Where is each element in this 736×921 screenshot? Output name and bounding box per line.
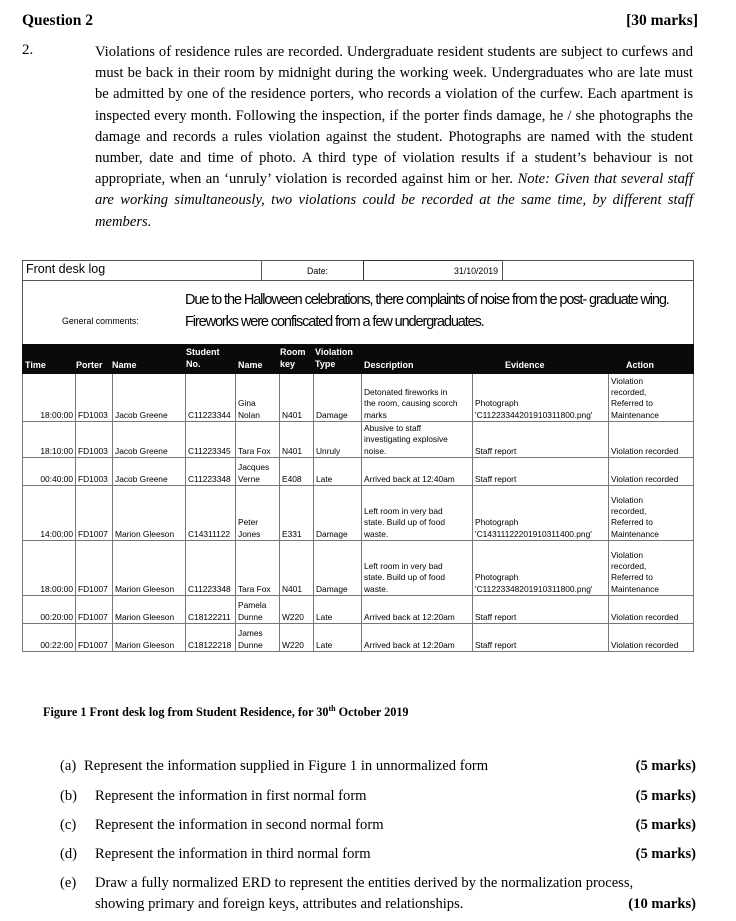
- cell-description: [361, 541, 472, 596]
- cell-porter-name-text: Jacob Greene: [115, 445, 168, 456]
- cell-line: Maintenance: [611, 528, 659, 539]
- cell-porter-name-text: Jacob Greene: [115, 473, 168, 484]
- cell-line: Violation: [611, 375, 643, 386]
- cell-line: Arrived back at 12:40am: [364, 473, 455, 484]
- cell-time: [22, 541, 75, 596]
- cell-time: [22, 486, 75, 541]
- cell-action: [608, 541, 694, 596]
- comments-text: [185, 289, 705, 333]
- cell-time: [22, 458, 75, 486]
- cell-evidence: [472, 596, 608, 624]
- cell-evidence-text: [475, 398, 592, 421]
- cell-porter-text: FD1003: [78, 473, 108, 484]
- subquestion-label: (e): [60, 875, 77, 891]
- cell-time-text: 18:00:00: [40, 583, 73, 594]
- cell-line: the room, causing scorch: [364, 398, 458, 409]
- cell-porter-name-text: Jacob Greene: [115, 409, 168, 420]
- cell-line: waste.: [364, 528, 389, 539]
- cell-line: marks: [364, 409, 387, 420]
- cell-student-no-text: C18122218: [188, 639, 232, 650]
- cell-violation-type-text: Damage: [316, 409, 348, 420]
- cell-room: [279, 374, 313, 422]
- cell-student-no: [185, 486, 235, 541]
- cell-student-no: [185, 422, 235, 458]
- cell-evidence-text: [475, 474, 516, 485]
- cell-evidence: [472, 486, 608, 541]
- cell-line: Jones: [238, 528, 261, 539]
- cell-student-no: [185, 541, 235, 596]
- cell-student-name-text: [238, 446, 271, 457]
- cell-evidence-text: [475, 517, 592, 540]
- cell-student-name: [235, 624, 279, 652]
- cell-line: Photograph: [475, 398, 519, 409]
- log-header-bar: [22, 344, 694, 374]
- comments-label: General comments:: [62, 316, 139, 326]
- cell-room-text: N401: [282, 445, 303, 456]
- log-title-cell: [22, 260, 262, 281]
- cell-time-text: 00:22:00: [40, 639, 73, 650]
- cell-description: [361, 624, 472, 652]
- header-porter: Porter: [76, 360, 103, 370]
- cell-action: [608, 596, 694, 624]
- cell-porter-text: FD1007: [78, 639, 108, 650]
- cell-line: Photograph: [475, 572, 519, 583]
- cell-student-name-text: [238, 462, 269, 485]
- subquestion-marks: (5 marks): [635, 817, 696, 833]
- cell-line: Violation recorded: [611, 445, 679, 456]
- caption-text: Figure 1 Front desk log from Student Residence, for 30: [43, 705, 329, 720]
- cell-description: [361, 486, 472, 541]
- cell-action-text: [611, 474, 678, 485]
- question-number: 2.: [22, 42, 34, 58]
- cell-violation-type: [313, 596, 361, 624]
- cell-description: [361, 374, 472, 422]
- cell-line: recorded,: [611, 561, 647, 572]
- cell-action-text: [611, 640, 678, 651]
- subquestion-marks: (5 marks): [635, 758, 696, 774]
- cell-line: Maintenance: [611, 583, 659, 594]
- cell-description-text: [364, 561, 445, 595]
- cell-time-text: 18:00:00: [40, 409, 73, 420]
- header-room-2: key: [280, 359, 296, 369]
- cell-line: Left room in very bad: [364, 561, 443, 572]
- figure-caption: [43, 704, 409, 720]
- cell-student-no: [185, 624, 235, 652]
- header-action: Action: [626, 360, 654, 370]
- cell-line: Violation: [611, 549, 643, 560]
- cell-violation-type-text: Unruly: [316, 445, 341, 456]
- cell-evidence-text: [475, 446, 516, 457]
- cell-description: [361, 596, 472, 624]
- header-evidence: Evidence: [505, 360, 545, 370]
- subquestion-marks: (5 marks): [635, 788, 696, 804]
- note-text: Given that several staff are working simultaneously, two violations could be recorded at the same time, by different staff members.: [95, 171, 693, 230]
- paragraph-line: Undergraduates who are late must be admitted by one of the residence porters, who records a: [95, 65, 693, 103]
- subquestion-text: Represent the information in second normal form: [95, 817, 384, 833]
- cell-violation-type-text: Late: [316, 611, 333, 622]
- cell-evidence: [472, 458, 608, 486]
- cell-student-no: [185, 374, 235, 422]
- header-violation-1: Violation: [315, 347, 353, 357]
- cell-violation-type-text: Damage: [316, 528, 348, 539]
- cell-room-text: W220: [282, 639, 304, 650]
- subquestion-label: (d): [60, 846, 78, 862]
- cell-time-text: 00:40:00: [40, 473, 73, 484]
- paragraph-line: Violations of residence rules are recorded. Undergraduate resident students are subject to: [95, 44, 622, 60]
- cell-line: investigating explosive: [364, 434, 448, 445]
- subquestion-text-line2: showing primary and foreign keys, attributes and relationships.: [95, 896, 464, 912]
- cell-line: Detonated fireworks in: [364, 387, 448, 398]
- subquestion-label: (a): [60, 758, 77, 774]
- cell-action-text: [611, 550, 659, 595]
- cell-line: Staff report: [475, 611, 517, 622]
- cell-porter-name-text: Marion Gleeson: [115, 528, 175, 539]
- table-row: [22, 374, 694, 422]
- caption-suffix: October 2019: [335, 705, 409, 720]
- cell-violation-type: [313, 374, 361, 422]
- cell-action-text: [611, 446, 678, 457]
- cell-student-name-text: [238, 584, 271, 595]
- cell-line: Verne: [238, 473, 260, 484]
- table-left-border: [22, 374, 23, 652]
- cell-line: Peter: [238, 517, 259, 528]
- cell-porter-text: FD1003: [78, 409, 108, 420]
- subquestion-text: Draw a fully normalized ERD to represent the entities derived by the normalization process,: [95, 875, 634, 891]
- cell-student-no-text: C11223348: [188, 473, 231, 484]
- cell-evidence-text: [475, 612, 516, 623]
- cell-violation-type: [313, 458, 361, 486]
- cell-time: [22, 596, 75, 624]
- cell-action: [608, 458, 694, 486]
- cell-violation-type-text: Late: [316, 639, 333, 650]
- cell-description-text: [364, 640, 455, 651]
- cell-description-text: [364, 612, 455, 623]
- paragraph-line: A third type of violation results if a student’s behaviour is not appropriate, when an ‘unruly’: [95, 150, 694, 188]
- subquestion-label: (c): [60, 817, 77, 833]
- cell-porter-name: [112, 374, 185, 422]
- cell-student-name-text: [238, 398, 260, 421]
- cell-room-text: N401: [282, 583, 303, 594]
- date-value-cell: [363, 260, 503, 281]
- log-title-spacer: [502, 260, 694, 281]
- cell-line: 'C14311122201910311400.png': [475, 528, 592, 539]
- cell-porter: [75, 486, 112, 541]
- header-student-name: Name: [238, 360, 263, 370]
- cell-student-no-text: C11223344: [188, 409, 231, 420]
- cell-porter-name-text: Marion Gleeson: [115, 583, 175, 594]
- table-row: [22, 422, 694, 458]
- cell-line: 'C11223344201910311800.png': [475, 409, 593, 420]
- table-row: [22, 458, 694, 486]
- header-porter-name: Name: [112, 360, 137, 370]
- table-row: [22, 486, 694, 541]
- cell-student-name: [235, 374, 279, 422]
- cell-line: Referred to: [611, 398, 653, 409]
- paragraph-line: if the porter finds damage, he / she photographs the damage and records a rules violation: [95, 107, 694, 145]
- cell-violation-type: [313, 624, 361, 652]
- log-title: Front desk log: [26, 262, 106, 276]
- paragraph-line: violation is recorded against him or her.: [275, 171, 518, 188]
- cell-violation-type-text: Late: [316, 473, 333, 484]
- question-paragraph: [95, 42, 693, 233]
- cell-line: Staff report: [475, 473, 517, 484]
- cell-line: Photograph: [475, 517, 519, 528]
- paragraph-line: violation of the curfew. Each apartment is inspected every month. Following the inspection,: [95, 86, 694, 124]
- cell-line: 'C11223348201910311800.png': [475, 583, 593, 594]
- cell-line: Arrived back at 12:20am: [364, 611, 455, 622]
- cell-description: [361, 458, 472, 486]
- front-desk-log: [22, 260, 694, 670]
- cell-line: noise.: [364, 445, 387, 456]
- cell-porter: [75, 624, 112, 652]
- cell-line: state. Build up of food: [364, 517, 446, 528]
- comments-cell: [22, 280, 694, 345]
- cell-line: Referred to: [611, 517, 653, 528]
- cell-line: Gina: [238, 398, 256, 409]
- cell-time-text: 00:20:00: [40, 611, 73, 622]
- cell-porter: [75, 374, 112, 422]
- paragraph-line: against the student. Photographs are named with the student number, date and time of photo.: [95, 128, 694, 167]
- cell-line: Nolan: [238, 409, 260, 420]
- cell-room: [279, 624, 313, 652]
- cell-line: recorded,: [611, 387, 647, 398]
- cell-porter: [75, 422, 112, 458]
- cell-evidence-text: [475, 572, 592, 595]
- cell-student-no-text: C11223345: [188, 445, 231, 456]
- cell-porter-name: [112, 486, 185, 541]
- cell-line: James: [238, 628, 263, 639]
- table-row: [22, 596, 694, 624]
- cell-porter-name-text: Marion Gleeson: [115, 639, 175, 650]
- cell-porter-name: [112, 422, 185, 458]
- cell-line: Abusive to staff: [364, 423, 422, 434]
- cell-line: waste.: [364, 583, 389, 594]
- subquestion-text: Represent the information in third normal form: [95, 846, 371, 862]
- cell-room-text: W220: [282, 611, 304, 622]
- cell-porter-name-text: Marion Gleeson: [115, 611, 175, 622]
- cell-line: state. Build up of food: [364, 572, 446, 583]
- cell-action: [608, 624, 694, 652]
- cell-violation-type: [313, 486, 361, 541]
- cell-description-text: [364, 474, 455, 485]
- cell-room: [279, 541, 313, 596]
- cell-line: Jacques: [238, 462, 270, 473]
- cell-porter: [75, 541, 112, 596]
- cell-room-text: E408: [282, 473, 302, 484]
- cell-student-no: [185, 596, 235, 624]
- cell-evidence: [472, 422, 608, 458]
- cell-description-text: [364, 506, 445, 540]
- cell-student-name: [235, 422, 279, 458]
- cell-room: [279, 596, 313, 624]
- cell-line: Arrived back at 12:20am: [364, 639, 455, 650]
- cell-porter-name: [112, 541, 185, 596]
- cell-line: Violation: [611, 494, 643, 505]
- cell-room-text: N401: [282, 409, 303, 420]
- note-label: Note:: [517, 171, 555, 188]
- cell-action: [608, 374, 694, 422]
- cell-line: Tara Fox: [238, 583, 271, 594]
- cell-description-text: [364, 387, 458, 421]
- cell-line: Violation recorded: [611, 611, 679, 622]
- cell-porter-name: [112, 624, 185, 652]
- cell-student-no-text: C11223348: [188, 583, 231, 594]
- cell-description: [361, 422, 472, 458]
- cell-room: [279, 422, 313, 458]
- cell-line: Dunne: [238, 611, 263, 622]
- comments-line: Due to the Halloween celebrations, there complaints of noise from the post- graduate wing.: [185, 292, 669, 308]
- cell-evidence: [472, 624, 608, 652]
- cell-line: Pamela: [238, 600, 267, 611]
- header-student-1: Student: [186, 347, 220, 357]
- cell-student-name: [235, 458, 279, 486]
- cell-porter: [75, 458, 112, 486]
- cell-room-text: E331: [282, 528, 302, 539]
- paragraph-line: curfews and must be back in their room by midnight during the working week.: [95, 44, 693, 82]
- cell-time: [22, 374, 75, 422]
- cell-porter-name: [112, 458, 185, 486]
- cell-action: [608, 422, 694, 458]
- cell-porter-name: [112, 596, 185, 624]
- cell-porter-text: FD1003: [78, 445, 108, 456]
- cell-violation-type-text: Damage: [316, 583, 348, 594]
- cell-student-name-text: [238, 600, 266, 623]
- cell-line: Staff report: [475, 639, 517, 650]
- comments-line: Fireworks were confiscated from a few undergraduates.: [185, 314, 484, 330]
- cell-line: recorded,: [611, 506, 647, 517]
- cell-line: Left room in very bad: [364, 506, 443, 517]
- cell-porter-text: FD1007: [78, 528, 108, 539]
- cell-student-no-text: C18122211: [188, 611, 231, 622]
- cell-line: Referred to: [611, 572, 653, 583]
- cell-porter: [75, 596, 112, 624]
- cell-student-name: [235, 541, 279, 596]
- cell-evidence: [472, 374, 608, 422]
- question-title: Question 2: [22, 12, 94, 29]
- cell-student-name: [235, 486, 279, 541]
- cell-description-text: [364, 423, 448, 457]
- caption-sup: th: [328, 704, 336, 713]
- cell-student-name-text: [238, 628, 263, 651]
- cell-time: [22, 422, 75, 458]
- cell-line: Violation recorded: [611, 473, 679, 484]
- cell-evidence: [472, 541, 608, 596]
- header-violation-2: Type: [315, 359, 336, 369]
- date-value: 31/10/2019: [453, 266, 498, 276]
- cell-student-no-text: C14311122: [188, 528, 231, 539]
- cell-action-text: [611, 495, 659, 540]
- table-row: [22, 541, 694, 596]
- subquestion-text: Represent the information in first normal form: [95, 788, 367, 804]
- cell-evidence-text: [475, 640, 516, 651]
- cell-action: [608, 486, 694, 541]
- subquestion-marks: (5 marks): [635, 846, 696, 862]
- cell-time-text: 18:10:00: [40, 445, 73, 456]
- cell-time: [22, 624, 75, 652]
- cell-action-text: [611, 376, 659, 421]
- cell-line: Dunne: [238, 639, 263, 650]
- subquestion-text: Represent the information supplied in Figure 1 in unnormalized form: [84, 758, 489, 774]
- cell-action-text: [611, 612, 678, 623]
- cell-line: Maintenance: [611, 409, 659, 420]
- cell-student-name-text: [238, 517, 260, 540]
- header-room-1: Room: [280, 347, 306, 357]
- question-marks: [30 marks]: [626, 12, 698, 29]
- cell-violation-type: [313, 541, 361, 596]
- cell-time-text: 14:00:00: [40, 528, 73, 539]
- cell-line: Tara Fox: [238, 445, 271, 456]
- date-label: Date:: [307, 266, 329, 276]
- subquestion-label: (b): [60, 788, 78, 804]
- cell-student-no: [185, 458, 235, 486]
- header-description: Description: [364, 360, 414, 370]
- table-row: [22, 624, 694, 652]
- cell-line: Violation recorded: [611, 639, 679, 650]
- cell-line: Staff report: [475, 445, 517, 456]
- subquestion-marks: (10 marks): [628, 896, 696, 912]
- question-header: [22, 12, 698, 34]
- cell-room: [279, 458, 313, 486]
- cell-room: [279, 486, 313, 541]
- date-label-cell: [261, 260, 364, 281]
- cell-porter-text: FD1007: [78, 583, 108, 594]
- cell-student-name: [235, 596, 279, 624]
- header-time: Time: [25, 360, 46, 370]
- header-student-2: No.: [186, 359, 201, 369]
- cell-porter-text: FD1007: [78, 611, 108, 622]
- cell-violation-type: [313, 422, 361, 458]
